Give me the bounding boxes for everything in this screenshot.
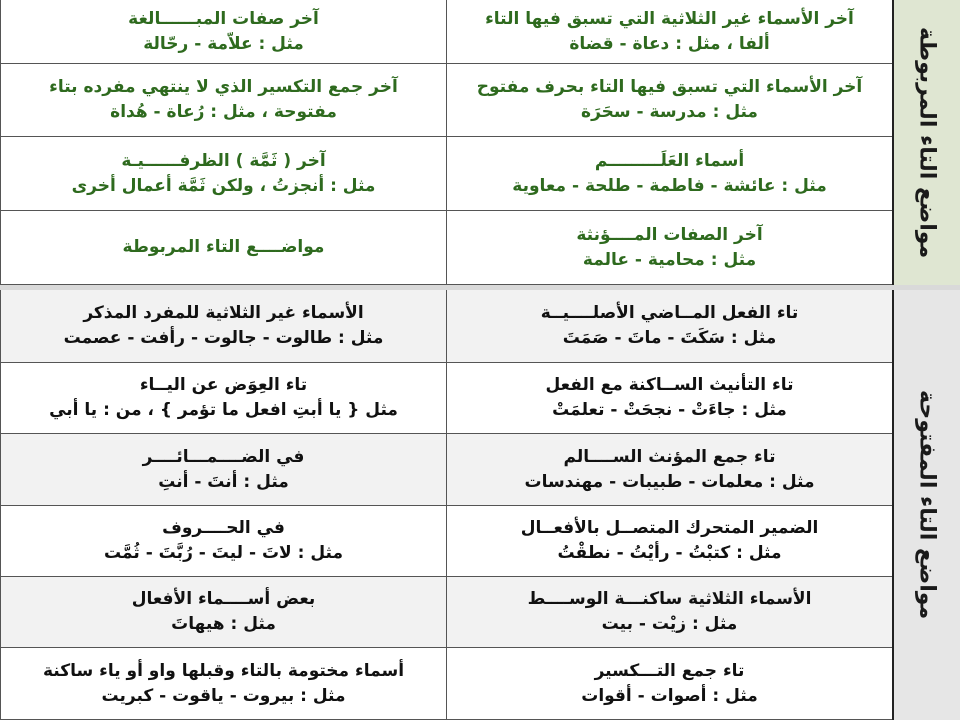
table-cell <box>0 64 446 137</box>
cell-example: مثل { يا أبتِ افعل ما تؤمر } ، من : يا أبي <box>49 400 398 420</box>
cell-example: مفتوحة ، مثل : رُعاة - هُداة <box>110 102 337 122</box>
table-cell <box>0 506 446 577</box>
cell-title: في الضــــمـــائــــر <box>142 446 305 467</box>
cell-title: تاء جمع المؤنث الســــالم <box>563 446 776 467</box>
table-cell <box>446 0 892 64</box>
cell-title: بعض أســــماء الأفعال <box>131 589 316 610</box>
cell-example: مثل : أنجزتُ ، ولكن ثَمَّة أعمال أخرى <box>71 175 376 196</box>
table-cell <box>0 577 446 648</box>
section-open-taa <box>0 290 960 720</box>
cell-example: مثل : أصوات - أقوات <box>581 685 758 706</box>
table-cell <box>0 434 446 506</box>
cell-example: مثل : لاتَ - ليتَ - رُبَّتَ - ثُمَّت <box>104 543 343 563</box>
cell-example: مثل : طالوت - جالوت - رأفت - عصمت <box>63 328 384 348</box>
table-cell <box>0 211 446 285</box>
cell-example: مثل : علاّمة - رحّالة <box>143 33 304 54</box>
cell-title: في الحــــروف <box>162 518 285 539</box>
cell-example: مثل : أنتَ - أنتِ <box>158 471 289 492</box>
cell-title: الأسماء غير الثلاثية للمفرد المذكر <box>83 303 364 324</box>
cell-title: الأسماء الثلاثية ساكنـــة الوســــط <box>527 589 812 610</box>
cell-example: مثل : زيْت - بيت <box>601 614 738 634</box>
cell-example: مثل : بيروت - ياقوت - كبريت <box>101 685 346 706</box>
table-cell <box>0 0 446 64</box>
cell-title: آخر صفات المبــــــالغة <box>128 8 319 29</box>
cell-title: تاء الفعل المــاضي الأصلــــيــة <box>540 303 799 324</box>
cell-title: آخر الأسماء التي تسبق فيها التاء بحرف مفتوح <box>476 77 863 98</box>
table-cell <box>446 648 892 720</box>
table-cell <box>446 506 892 577</box>
cell-example: مثل : مدرسة - سحَرَة <box>581 102 758 122</box>
table-cell <box>0 290 446 363</box>
cell-example: مثل : جاءَتْ - نجحَتْ - تعلمَتْ <box>552 400 787 420</box>
cell-title: تاء جمع التـــكسير <box>594 660 745 681</box>
cell-example: مثل : هيهاتَ <box>171 614 276 634</box>
cell-title: آخر جمع التكسير الذي لا ينتهي مفرده بتاء <box>49 77 398 98</box>
table-cell <box>446 290 892 363</box>
table-cell <box>446 211 892 285</box>
table-cell <box>446 363 892 434</box>
section-label-closed-taa: مواضع التاء المربوطة <box>892 0 960 285</box>
section-closed-taa <box>0 0 960 285</box>
cell-example: مثل : محامية - عالمة <box>582 249 757 270</box>
cell-title: آخر الصفات المــــؤنثة <box>576 224 763 245</box>
table-cell <box>0 648 446 720</box>
cell-title: آخر ( ثَمَّة ) الظرفــــــيـة <box>121 150 326 171</box>
cell-title: أسماء العَلَـــــــــم <box>594 150 745 171</box>
cell-title: تاء التأنيث الســاكنة مع الفعل <box>545 375 794 396</box>
table-cell <box>446 434 892 506</box>
cell-example: مثل : عائشة - فاطمة - طلحة - معاوية <box>512 175 827 196</box>
table-cell <box>446 64 892 137</box>
cell-example: مثل : معلمات - طبيبات - مهندسات <box>524 471 815 492</box>
cell-title: مواضــــع التاء المربوطة <box>122 237 325 258</box>
closed-taa-grid <box>0 0 892 285</box>
cell-title: تاء العِوَض عن اليــاء <box>139 375 308 396</box>
table-cell <box>446 137 892 211</box>
cell-example: ألفا ، مثل : دعاة - قضاة <box>569 33 770 54</box>
cell-title: الضمير المتحرك المتصــل بالأفعــال <box>520 518 819 539</box>
cell-example: مثل : كتبْتُ - رأيْتُ - نطقْتُ <box>557 543 782 563</box>
open-taa-grid <box>0 290 892 720</box>
table-cell <box>0 137 446 211</box>
cell-example: مثل : سَكَتَ - ماتَ - صَمَتَ <box>562 328 777 348</box>
cell-title: أسماء مختومة بالتاء وقبلها واو أو ياء ساكنة <box>42 660 405 681</box>
table-cell <box>0 363 446 434</box>
table-cell <box>446 577 892 648</box>
section-label-open-taa: مواضع التاء المفتوحة <box>892 290 960 720</box>
cell-title: آخر الأسماء غير الثلاثية التي تسبق فيها التاء <box>485 8 854 29</box>
